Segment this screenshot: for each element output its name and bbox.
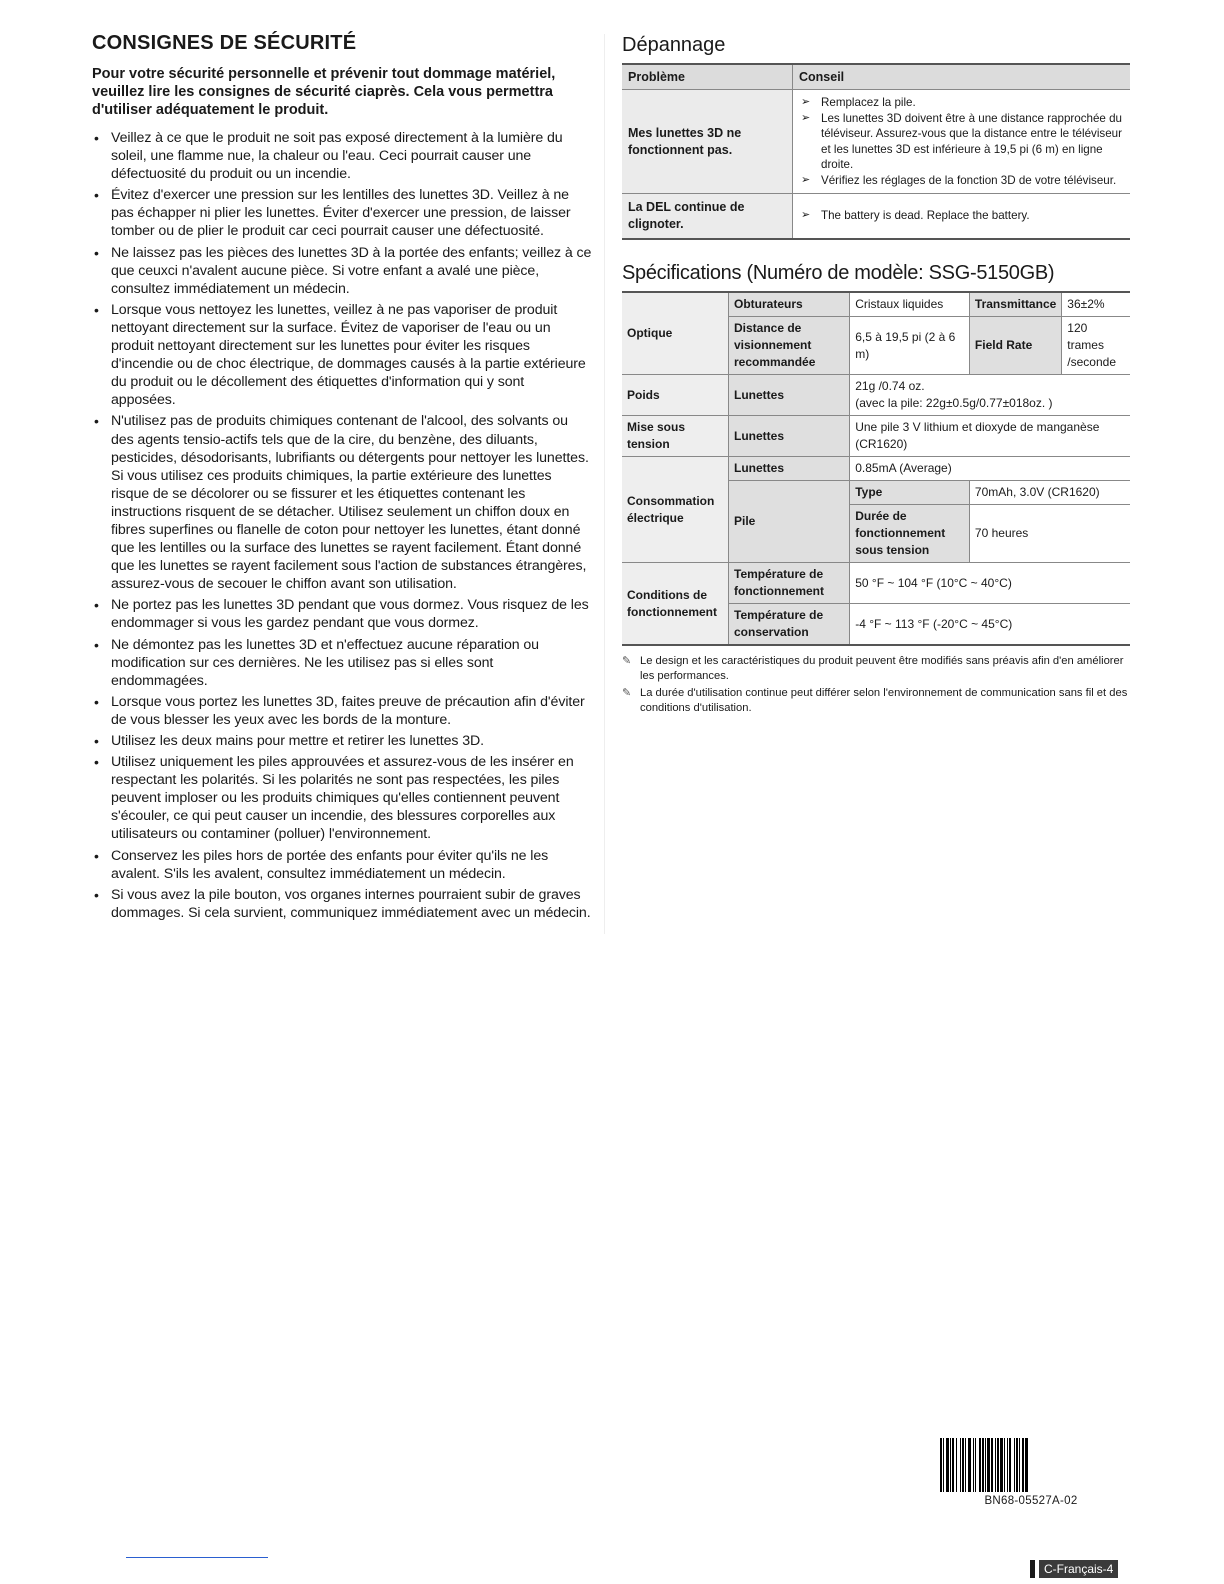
note-text: Le design et les caractéristiques du produit peuvent être modifiés sans préavis afin d'en améliorer les performances. — [640, 655, 1124, 682]
spec-label: Température de fonctionnement — [729, 563, 850, 604]
list-item: • N'utilisez pas de produits chimiques contenant de l'alcool, des solvants ou des agents tensio-actifs tels que de la cire, du benzène, des diluants, pesticides, désodorisants, lubrifiants ou détergents pour nettoyer les lunettes. Si vous utilisez ces produits chimiques, la partie extérieure des lunettes risque de se décolorer ou se fissurer et les étiquettes contenant les instructions risquent de se détacher. Utilisez seulement un chiffon doux en fibres superfines ou flanelle de coton pour nettoyer les lunettes, étant donné que les lentilles ou la surface des lunettes se rayent facilement. Étant donné que les lunettes se rayent facilement sous l'action de substances étrangères, assurez-vous de secouer le chiffon avant son utilisation. — [92, 412, 592, 593]
safety-list — [92, 129, 592, 922]
spec-value: 70mAh, 3.0V (CR1620) — [969, 481, 1130, 505]
spec-value — [850, 375, 1130, 416]
spec-value: 70 heures — [969, 505, 1130, 563]
advice-cell — [793, 194, 1131, 240]
tip-item: ➢ Les lunettes 3D doivent être à une distance rapprochée du téléviseur. Assurez-vous que la distance entre le téléviseur et les lunettes 3D est inférieure à 19,5 pi (6 m) en ligne droite. — [799, 111, 1124, 173]
note-pencil-icon: ✎ — [622, 687, 632, 699]
barcode — [940, 1438, 1122, 1492]
list-item: • Lorsque vous nettoyez les lunettes, veillez à ne pas vaporiser de produit nettoyant directement sur la surface. Évitez de vaporiser de l'eau ou un produit nettoyant directement sur les lunettes pour éviter les risques d'incendie ou de choc électrique, de dommages causés à la partie extérieure du produit ou le décollement des étiquettes d'information qui y sont apposées. — [92, 301, 592, 410]
spec-value-line: (avec la pile: 22g±0.5g/0.77±018oz. ) — [855, 396, 1053, 410]
problem-cell: La DEL continue de clignoter. — [622, 194, 793, 240]
tips-list — [799, 95, 1124, 188]
table-row — [622, 416, 1130, 457]
spec-value: 36±2% — [1062, 292, 1130, 317]
spec-value: Une pile 3 V lithium et dioxyde de manganèse (CR1620) — [850, 416, 1130, 457]
problem-cell: Mes lunettes 3D ne fonctionnent pas. — [622, 90, 793, 194]
spec-category: Mise sous tension — [622, 416, 729, 457]
table-row — [622, 563, 1130, 604]
barcode-area — [940, 1438, 1122, 1507]
specifications-table — [622, 291, 1130, 646]
spec-value: -4 °F ~ 113 °F (-20°C ~ 45°C) — [850, 604, 1130, 646]
spec-value-line: 21g /0.74 oz. — [855, 379, 925, 393]
note-pencil-icon: ✎ — [622, 655, 632, 667]
barcode-number: BN68-05527A-02 — [984, 1495, 1078, 1507]
tip-item: ➢ Remplacez la pile. — [799, 95, 1124, 111]
spec-label: Pile — [729, 481, 850, 563]
list-item: • Ne démontez pas les lunettes 3D et n'effectuez aucune réparation ou modification sur ces dernières. Ne les utilisez pas si elles sont endommagées. — [92, 636, 592, 690]
table-row — [622, 292, 1130, 317]
spec-category: Optique — [622, 292, 729, 375]
spec-label: Distance de visionnement recommandée — [729, 317, 850, 375]
note-text: La durée d'utilisation continue peut différer selon l'environnement de communication sans fil et des conditions d'utilisation. — [640, 687, 1128, 714]
spec-label: Type — [850, 481, 970, 505]
spec-label: Durée de fonctionnement sous tension — [850, 505, 970, 563]
list-item: • Ne portez pas les lunettes 3D pendant que vous dormez. Vous risquez de les endommager si vous les gardez pendant que vous dormez. — [92, 596, 592, 632]
table-row — [622, 90, 1130, 194]
spec-label: Field Rate — [969, 317, 1061, 375]
advice-cell — [793, 90, 1131, 194]
safety-title: CONSIGNES DE SÉCURITÉ — [92, 32, 357, 54]
spec-value: Cristaux liquides — [850, 292, 970, 317]
spec-category: Conditions de fonctionnement — [622, 563, 729, 646]
spec-label: Température de conservation — [729, 604, 850, 646]
list-item: • Ne laissez pas les pièces des lunettes 3D à la portée des enfants; veillez à ce que ceuxci n'avalent aucune pièce. Si votre enfant a avalé une pièce, consultez immédiatement un médecin. — [92, 244, 592, 298]
notes — [622, 654, 1130, 715]
table-header-row — [622, 64, 1130, 90]
tip-item: ➢ Vérifiez les réglages de la fonction 3D de votre téléviseur. — [799, 173, 1124, 189]
page-label-bar — [1030, 1560, 1035, 1578]
table-row — [622, 457, 1130, 481]
spec-category: Consommation électrique — [622, 457, 729, 563]
safety-intro: Pour votre sécurité personnelle et prévenir tout dommage matériel, veuillez lire les consignes de sécurité ciaprès. Cela vous permettra d'utiliser adéquatement le produit. — [92, 66, 556, 118]
note-item — [622, 686, 1130, 715]
footer-line — [126, 1557, 268, 1558]
tips-list — [799, 208, 1124, 224]
table-row — [622, 375, 1130, 416]
spec-label: Lunettes — [729, 375, 850, 416]
header-problem: Problème — [622, 64, 793, 90]
list-item: • Veillez à ce que le produit ne soit pas exposé directement à la lumière du soleil, une flamme nue, la chaleur ou l'eau. Ceci pourrait causer une défectuosité du produit ou un incendie. — [92, 129, 592, 183]
page-label — [1030, 1560, 1118, 1578]
barcode-bar — [1028, 1438, 1029, 1492]
table-row — [622, 194, 1130, 240]
troubleshooting-title: Dépannage — [622, 34, 726, 56]
list-item: • Utilisez uniquement les piles approuvées et assurez-vous de les insérer en respectant les polarités. Si les polarités ne sont pas respectées, les piles peuvent imploser ou les produits chimiques qu'elles contiennent peuvent s'écouler, ce qui peut causer un incendie, des blessures corporelles aux utilisateurs ou contaminer (polluer) l'environnement. — [92, 753, 592, 843]
right-column — [622, 34, 1130, 718]
spec-label: Transmittance — [969, 292, 1061, 317]
list-item: • Si vous avez la pile bouton, vos organes internes pourraient subir de graves dommages. Si cela survient, communiquez immédiatement avec un médecin. — [92, 886, 592, 922]
list-item: • Évitez d'exercer une pression sur les lentilles des lunettes 3D. Veillez à ne pas échapper ni plier les lunettes. Éviter d'exercer une pression, de laisser tomber ou de plier le produit car ceci pourrait causer une défectuosité. — [92, 186, 592, 240]
specifications-title: Spécifications (Numéro de modèle: SSG-5150GB) — [622, 262, 1055, 284]
list-item: • Lorsque vous portez les lunettes 3D, faites preuve de précaution afin d'éviter de vous blesser les yeux avec les bords de la monture. — [92, 693, 592, 729]
spec-label: Obturateurs — [729, 292, 850, 317]
note-item — [622, 654, 1130, 683]
spec-label: Lunettes — [729, 416, 850, 457]
column-divider — [604, 34, 605, 934]
spec-value: 6,5 à 19,5 pi (2 à 6 m) — [850, 317, 970, 375]
spec-category: Poids — [622, 375, 729, 416]
safety-section — [92, 32, 592, 925]
spec-value: 120 trames /seconde — [1062, 317, 1130, 375]
list-item: • Conservez les piles hors de portée des enfants pour éviter qu'ils ne les avalent. S'ils les avalent, consultez immédiatement un médecin. — [92, 847, 592, 883]
tip-item: ➢ The battery is dead. Replace the battery. — [799, 208, 1124, 224]
page-number: C-Français-4 — [1039, 1560, 1118, 1578]
spec-value: 0.85mA (Average) — [850, 457, 1130, 481]
list-item: • Utilisez les deux mains pour mettre et retirer les lunettes 3D. — [92, 732, 592, 750]
header-advice: Conseil — [793, 64, 1131, 90]
troubleshooting-table — [622, 63, 1130, 240]
spec-value: 50 °F ~ 104 °F (10°C ~ 40°C) — [850, 563, 1130, 604]
spec-label: Lunettes — [729, 457, 850, 481]
